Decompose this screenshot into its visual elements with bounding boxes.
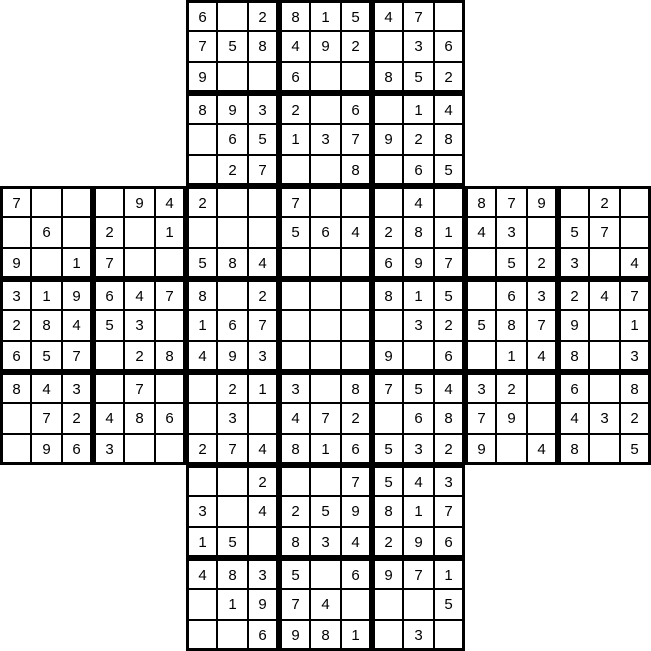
sudoku-cell-given: 7	[186, 31, 217, 62]
sudoku-cell-given: 1	[186, 527, 217, 558]
sudoku-cell-empty[interactable]	[589, 434, 620, 465]
sudoku-cell-given: 4	[248, 248, 279, 279]
sudoku-cell-empty[interactable]	[589, 248, 620, 279]
sudoku-cell-given: 2	[248, 0, 279, 31]
sudoku-cell-given: 1	[310, 434, 341, 465]
sudoku-cell-given: 4	[124, 279, 155, 310]
sudoku-cell-empty[interactable]	[279, 279, 310, 310]
sudoku-cell-empty[interactable]	[310, 372, 341, 403]
sudoku-cell-empty[interactable]	[310, 248, 341, 279]
sudoku-cell-given: 7	[589, 217, 620, 248]
sudoku-cell-given: 7	[527, 310, 558, 341]
sudoku-cell-given: 2	[527, 248, 558, 279]
sudoku-cell-given: 2	[434, 310, 465, 341]
sudoku-cell-given: 7	[279, 589, 310, 620]
sudoku-cell-given: 2	[93, 217, 124, 248]
sudoku-cell-given: 3	[0, 279, 31, 310]
sudoku-cell-given: 6	[341, 434, 372, 465]
sudoku-cell-given: 2	[217, 372, 248, 403]
sudoku-cell-given: 4	[558, 403, 589, 434]
sudoku-cell-empty[interactable]	[124, 248, 155, 279]
sudoku-cell-given: 2	[279, 93, 310, 124]
sudoku-cell-given: 7	[279, 186, 310, 217]
sudoku-cell-empty[interactable]	[248, 527, 279, 558]
sudoku-cell-empty[interactable]	[155, 434, 186, 465]
sudoku-cell-given: 7	[403, 0, 434, 31]
sudoku-cell-empty[interactable]	[589, 372, 620, 403]
sudoku-cell-empty[interactable]	[372, 31, 403, 62]
sudoku-cell-empty[interactable]	[186, 465, 217, 496]
sudoku-cell-given: 7	[62, 341, 93, 372]
sudoku-cell-empty[interactable]	[217, 62, 248, 93]
sudoku-cell-given: 7	[217, 434, 248, 465]
sudoku-cell-empty[interactable]	[248, 62, 279, 93]
sudoku-cell-empty[interactable]	[403, 341, 434, 372]
sudoku-cell-empty[interactable]	[217, 0, 248, 31]
sudoku-cell-empty[interactable]	[434, 620, 465, 651]
sudoku-cell-given: 8	[279, 434, 310, 465]
sudoku-cell-given: 2	[341, 403, 372, 434]
sudoku-cell-given: 8	[558, 434, 589, 465]
sudoku-cell-empty[interactable]	[217, 279, 248, 310]
sudoku-cell-empty[interactable]	[558, 186, 589, 217]
sudoku-cell-given: 9	[403, 527, 434, 558]
sudoku-cell-given: 5	[558, 217, 589, 248]
sudoku-cell-given: 1	[341, 620, 372, 651]
sudoku-cell-given: 3	[310, 124, 341, 155]
sudoku-cell-given: 4	[434, 372, 465, 403]
sudoku-cell-given: 6	[341, 93, 372, 124]
sudoku-cell-given: 3	[434, 465, 465, 496]
sudoku-cell-empty[interactable]	[0, 403, 31, 434]
sudoku-cell-given: 1	[31, 279, 62, 310]
sudoku-cell-empty[interactable]	[310, 93, 341, 124]
sudoku-cell-given: 8	[248, 31, 279, 62]
sudoku-cell-given: 8	[434, 403, 465, 434]
sudoku-cell-given: 7	[434, 248, 465, 279]
sudoku-cell-given: 3	[496, 217, 527, 248]
sudoku-cell-given: 5	[217, 527, 248, 558]
sudoku-cell-given: 9	[372, 341, 403, 372]
sudoku-cell-given: 4	[186, 558, 217, 589]
sudoku-cell-given: 4	[248, 434, 279, 465]
sudoku-cell-given: 8	[124, 403, 155, 434]
sudoku-cell-empty[interactable]	[217, 496, 248, 527]
sudoku-cell-empty[interactable]	[310, 62, 341, 93]
sudoku-cell-given: 8	[0, 372, 31, 403]
sudoku-cell-empty[interactable]	[155, 310, 186, 341]
sudoku-cell-given: 4	[527, 341, 558, 372]
sudoku-cell-empty[interactable]	[341, 279, 372, 310]
sudoku-cell-empty[interactable]	[279, 465, 310, 496]
sudoku-cell-given: 8	[155, 341, 186, 372]
sudoku-cell-given: 3	[124, 310, 155, 341]
sudoku-cell-given: 6	[434, 341, 465, 372]
sudoku-cell-given: 1	[620, 310, 651, 341]
sudoku-cell-given: 7	[124, 372, 155, 403]
sudoku-cell-given: 7	[248, 310, 279, 341]
sudoku-cell-given: 2	[496, 372, 527, 403]
sudoku-cell-given: 2	[403, 124, 434, 155]
sudoku-cell-empty[interactable]	[341, 186, 372, 217]
sudoku-cell-empty[interactable]	[527, 372, 558, 403]
sudoku-cell-empty[interactable]	[372, 589, 403, 620]
sudoku-cell-given: 8	[31, 310, 62, 341]
sudoku-cell-given: 9	[186, 62, 217, 93]
sudoku-cell-empty[interactable]	[217, 186, 248, 217]
sudoku-cell-given: 1	[155, 217, 186, 248]
sudoku-cell-given: 9	[496, 403, 527, 434]
sudoku-cell-given: 3	[403, 310, 434, 341]
sudoku-cell-empty[interactable]	[217, 217, 248, 248]
sudoku-cell-given: 8	[279, 0, 310, 31]
sudoku-cell-empty[interactable]	[186, 372, 217, 403]
sudoku-cell-given: 9	[372, 124, 403, 155]
sudoku-cell-given: 7	[434, 496, 465, 527]
sudoku-cell-given: 6	[434, 31, 465, 62]
sudoku-cell-given: 9	[341, 496, 372, 527]
sudoku-cell-given: 7	[403, 558, 434, 589]
sudoku-cell-given: 5	[372, 434, 403, 465]
sudoku-cell-empty[interactable]	[124, 434, 155, 465]
sudoku-cell-empty[interactable]	[434, 186, 465, 217]
sudoku-cell-given: 6	[341, 558, 372, 589]
sudoku-cell-given: 4	[403, 186, 434, 217]
sudoku-cell-empty[interactable]	[186, 124, 217, 155]
sudoku-cell-given: 1	[62, 248, 93, 279]
sudoku-cell-given: 4	[31, 372, 62, 403]
sudoku-cell-given: 3	[310, 527, 341, 558]
sudoku-cell-given: 2	[434, 62, 465, 93]
sudoku-cell-given: 2	[589, 186, 620, 217]
sudoku-cell-given: 1	[403, 279, 434, 310]
sudoku-cell-given: 5	[434, 155, 465, 186]
sudoku-cell-given: 8	[186, 279, 217, 310]
sudoku-cell-empty[interactable]	[465, 248, 496, 279]
sudoku-cell-given: 4	[186, 341, 217, 372]
sudoku-cell-empty[interactable]	[186, 155, 217, 186]
sudoku-cell-given: 3	[248, 341, 279, 372]
sudoku-cell-given: 6	[93, 279, 124, 310]
sudoku-cell-empty[interactable]	[279, 155, 310, 186]
sudoku-cell-given: 4	[527, 434, 558, 465]
sudoku-cell-empty[interactable]	[248, 186, 279, 217]
sudoku-cell-given: 1	[248, 372, 279, 403]
sudoku-cell-given: 3	[248, 93, 279, 124]
sudoku-cell-empty[interactable]	[341, 62, 372, 93]
sudoku-cell-given: 5	[496, 248, 527, 279]
sudoku-cell-given: 1	[217, 589, 248, 620]
sudoku-cell-empty[interactable]	[589, 341, 620, 372]
sudoku-cell-given: 4	[279, 403, 310, 434]
sudoku-cell-given: 6	[403, 155, 434, 186]
sudoku-cell-empty[interactable]	[279, 248, 310, 279]
sudoku-cell-given: 9	[527, 186, 558, 217]
sudoku-cell-given: 7	[341, 465, 372, 496]
sudoku-cell-given: 3	[589, 403, 620, 434]
sudoku-cell-given: 8	[403, 217, 434, 248]
sudoku-cell-given: 3	[279, 372, 310, 403]
sudoku-cell-given: 5	[620, 434, 651, 465]
sudoku-cell-given: 7	[620, 279, 651, 310]
sudoku-cell-given: 3	[403, 434, 434, 465]
sudoku-cell-given: 6	[31, 217, 62, 248]
sudoku-cell-empty[interactable]	[372, 186, 403, 217]
sudoku-cell-given: 9	[558, 310, 589, 341]
sudoku-cell-given: 4	[372, 0, 403, 31]
sudoku-cell-given: 5	[31, 341, 62, 372]
sudoku-cell-given: 8	[341, 155, 372, 186]
sudoku-cell-given: 9	[31, 434, 62, 465]
sudoku-cell-given: 9	[465, 434, 496, 465]
sudoku-cell-given: 7	[155, 279, 186, 310]
sudoku-cell-empty[interactable]	[341, 341, 372, 372]
sudoku-cell-empty[interactable]	[248, 217, 279, 248]
sudoku-cell-empty[interactable]	[496, 434, 527, 465]
sudoku-cell-given: 5	[248, 124, 279, 155]
sudoku-cell-given: 7	[465, 403, 496, 434]
sudoku-cell-empty[interactable]	[248, 403, 279, 434]
sudoku-cell-given: 4	[620, 248, 651, 279]
sudoku-cell-given: 6	[217, 124, 248, 155]
sudoku-cell-empty[interactable]	[217, 465, 248, 496]
sudoku-cell-given: 6	[496, 279, 527, 310]
sudoku-cell-given: 5	[341, 0, 372, 31]
sudoku-cell-given: 8	[372, 62, 403, 93]
sudoku-cell-given: 8	[496, 310, 527, 341]
sudoku-cell-given: 8	[341, 372, 372, 403]
sudoku-cell-given: 2	[248, 279, 279, 310]
sudoku-cell-given: 4	[155, 186, 186, 217]
sudoku-cell-empty[interactable]	[403, 589, 434, 620]
sudoku-cell-given: 9	[0, 248, 31, 279]
sudoku-cell-given: 2	[217, 155, 248, 186]
sudoku-cell-given: 6	[155, 403, 186, 434]
sudoku-cell-given: 8	[279, 527, 310, 558]
sudoku-cell-given: 6	[248, 620, 279, 651]
sudoku-cell-given: 6	[0, 341, 31, 372]
sudoku-cell-empty[interactable]	[589, 310, 620, 341]
sudoku-cell-given: 4	[248, 496, 279, 527]
sudoku-cell-given: 3	[217, 403, 248, 434]
sudoku-cell-empty[interactable]	[341, 589, 372, 620]
sudoku-cell-given: 3	[465, 372, 496, 403]
sudoku-cell-given: 6	[434, 527, 465, 558]
sudoku-cell-given: 1	[403, 93, 434, 124]
sudoku-cell-given: 6	[310, 217, 341, 248]
sudoku-cell-empty[interactable]	[620, 186, 651, 217]
sudoku-cell-given: 7	[248, 155, 279, 186]
sudoku-cell-empty[interactable]	[124, 217, 155, 248]
sudoku-cell-given: 4	[403, 465, 434, 496]
sudoku-cell-given: 1	[279, 124, 310, 155]
sudoku-cell-given: 8	[558, 341, 589, 372]
sudoku-cell-given: 5	[372, 465, 403, 496]
sudoku-cell-given: 8	[620, 372, 651, 403]
sudoku-cell-given: 3	[620, 341, 651, 372]
sudoku-cell-empty[interactable]	[155, 372, 186, 403]
sudoku-cell-empty[interactable]	[0, 217, 31, 248]
sudoku-cell-given: 6	[217, 310, 248, 341]
sudoku-cell-given: 5	[465, 310, 496, 341]
sudoku-cell-empty[interactable]	[62, 186, 93, 217]
sudoku-cell-given: 8	[372, 279, 403, 310]
sudoku-cell-empty[interactable]	[310, 279, 341, 310]
sudoku-cell-empty[interactable]	[341, 310, 372, 341]
sudoku-cell-given: 4	[589, 279, 620, 310]
sudoku-cell-empty[interactable]	[465, 341, 496, 372]
sudoku-cell-given: 3	[527, 279, 558, 310]
sudoku-cell-given: 6	[186, 0, 217, 31]
sudoku-cell-given: 5	[434, 279, 465, 310]
sudoku-cell-given: 7	[310, 403, 341, 434]
sudoku-cell-empty[interactable]	[310, 155, 341, 186]
sudoku-cell-empty[interactable]	[310, 186, 341, 217]
sudoku-cell-given: 3	[403, 31, 434, 62]
sudoku-cell-empty[interactable]	[465, 279, 496, 310]
sudoku-cell-given: 2	[341, 31, 372, 62]
sudoku-cell-given: 3	[403, 620, 434, 651]
sudoku-cell-given: 2	[279, 496, 310, 527]
sudoku-cell-empty[interactable]	[31, 186, 62, 217]
sudoku-cell-given: 9	[124, 186, 155, 217]
sudoku-cell-given: 8	[465, 186, 496, 217]
sudoku-cell-empty[interactable]	[620, 217, 651, 248]
sudoku-cell-given: 8	[186, 93, 217, 124]
sudoku-cell-given: 9	[217, 93, 248, 124]
sudoku-cell-empty[interactable]	[217, 620, 248, 651]
sudoku-cell-given: 9	[279, 620, 310, 651]
sudoku-cell-empty[interactable]	[372, 155, 403, 186]
sudoku-cell-given: 4	[279, 31, 310, 62]
sudoku-cell-given: 4	[62, 310, 93, 341]
sudoku-cell-given: 2	[372, 527, 403, 558]
sudoku-cell-empty[interactable]	[155, 248, 186, 279]
sudoku-cell-given: 2	[124, 341, 155, 372]
sudoku-cell-given: 6	[372, 248, 403, 279]
sudoku-cell-given: 4	[465, 217, 496, 248]
sudoku-cell-given: 2	[620, 403, 651, 434]
sudoku-cell-given: 9	[310, 31, 341, 62]
sudoku-cell-given: 1	[434, 558, 465, 589]
sudoku-cell-empty[interactable]	[372, 93, 403, 124]
sudoku-cell-given: 5	[403, 62, 434, 93]
sudoku-cell-given: 5	[279, 217, 310, 248]
sudoku-cell-given: 6	[403, 403, 434, 434]
sudoku-cell-given: 6	[279, 62, 310, 93]
sudoku-cell-given: 3	[248, 558, 279, 589]
sudoku-cell-given: 9	[62, 279, 93, 310]
sudoku-cell-given: 5	[93, 310, 124, 341]
sudoku-cell-given: 5	[217, 31, 248, 62]
sudoku-cell-given: 4	[341, 527, 372, 558]
sudoku-cell-given: 4	[310, 589, 341, 620]
sudoku-cell-empty[interactable]	[372, 403, 403, 434]
sudoku-cell-given: 2	[0, 310, 31, 341]
sudoku-cell-given: 1	[403, 496, 434, 527]
sudoku-cell-empty[interactable]	[186, 403, 217, 434]
sudoku-cell-given: 8	[372, 496, 403, 527]
sudoku-cell-given: 2	[372, 217, 403, 248]
sudoku-cell-given: 2	[186, 434, 217, 465]
sudoku-cell-empty[interactable]	[279, 341, 310, 372]
sudoku-cell-given: 6	[62, 434, 93, 465]
sudoku-cell-given: 2	[186, 186, 217, 217]
sudoku-cell-given: 8	[434, 124, 465, 155]
sudoku-cell-given: 3	[62, 372, 93, 403]
sudoku-cell-empty[interactable]	[527, 217, 558, 248]
sudoku-cell-given: 2	[434, 434, 465, 465]
sudoku-cell-given: 7	[31, 403, 62, 434]
sudoku-cell-given: 5	[279, 558, 310, 589]
sudoku-cell-empty[interactable]	[527, 403, 558, 434]
sudoku-cell-empty[interactable]	[372, 310, 403, 341]
sudoku-cell-empty[interactable]	[93, 186, 124, 217]
sudoku-cell-given: 6	[558, 372, 589, 403]
sudoku-cell-given: 5	[310, 496, 341, 527]
sudoku-cell-empty[interactable]	[310, 310, 341, 341]
sudoku-cell-given: 3	[93, 434, 124, 465]
sudoku-cell-empty[interactable]	[310, 341, 341, 372]
sudoku-cell-given: 7	[0, 186, 31, 217]
sudoku-cell-given: 3	[558, 248, 589, 279]
sudoku-cell-empty[interactable]	[31, 248, 62, 279]
sudoku-cell-given: 5	[186, 248, 217, 279]
sudoku-cell-given: 1	[310, 0, 341, 31]
sudoku-cell-given: 7	[496, 186, 527, 217]
sudoku-cell-given: 9	[403, 248, 434, 279]
sudoku-cell-given: 8	[217, 248, 248, 279]
sudoku-cell-given: 5	[434, 589, 465, 620]
sudoku-cell-empty[interactable]	[0, 434, 31, 465]
sudoku-cell-given: 1	[496, 341, 527, 372]
sudoku-cell-empty[interactable]	[186, 620, 217, 651]
sudoku-cell-given: 8	[310, 620, 341, 651]
sudoku-cell-given: 9	[372, 558, 403, 589]
sudoku-cell-empty[interactable]	[434, 0, 465, 31]
sudoku-cell-empty[interactable]	[93, 341, 124, 372]
sudoku-cell-given: 7	[341, 124, 372, 155]
sudoku-cell-empty[interactable]	[372, 620, 403, 651]
sudoku-cell-given: 4	[93, 403, 124, 434]
sudoku-cell-given: 4	[434, 93, 465, 124]
sudoku-cell-given: 8	[217, 558, 248, 589]
sudoku-cell-given: 9	[248, 589, 279, 620]
sudoku-cell-given: 2	[62, 403, 93, 434]
sudoku-cell-given: 2	[558, 279, 589, 310]
sudoku-cell-given: 7	[372, 372, 403, 403]
sudoku-cell-given: 5	[403, 372, 434, 403]
sudoku-cell-empty[interactable]	[341, 248, 372, 279]
sudoku-cell-empty[interactable]	[62, 217, 93, 248]
sudoku-cell-given: 7	[93, 248, 124, 279]
sudoku-cell-given: 3	[186, 496, 217, 527]
sudoku-cell-empty[interactable]	[93, 372, 124, 403]
sudoku-cell-given: 1	[186, 310, 217, 341]
sudoku-cell-empty[interactable]	[310, 465, 341, 496]
sudoku-cell-empty[interactable]	[310, 558, 341, 589]
sudoku-cell-empty[interactable]	[186, 217, 217, 248]
sudoku-cell-given: 1	[434, 217, 465, 248]
sudoku-cell-given: 4	[341, 217, 372, 248]
sudoku-cell-given: 2	[248, 465, 279, 496]
sudoku-cell-empty[interactable]	[186, 589, 217, 620]
sudoku-cell-empty[interactable]	[279, 310, 310, 341]
sudoku-cell-given: 9	[217, 341, 248, 372]
